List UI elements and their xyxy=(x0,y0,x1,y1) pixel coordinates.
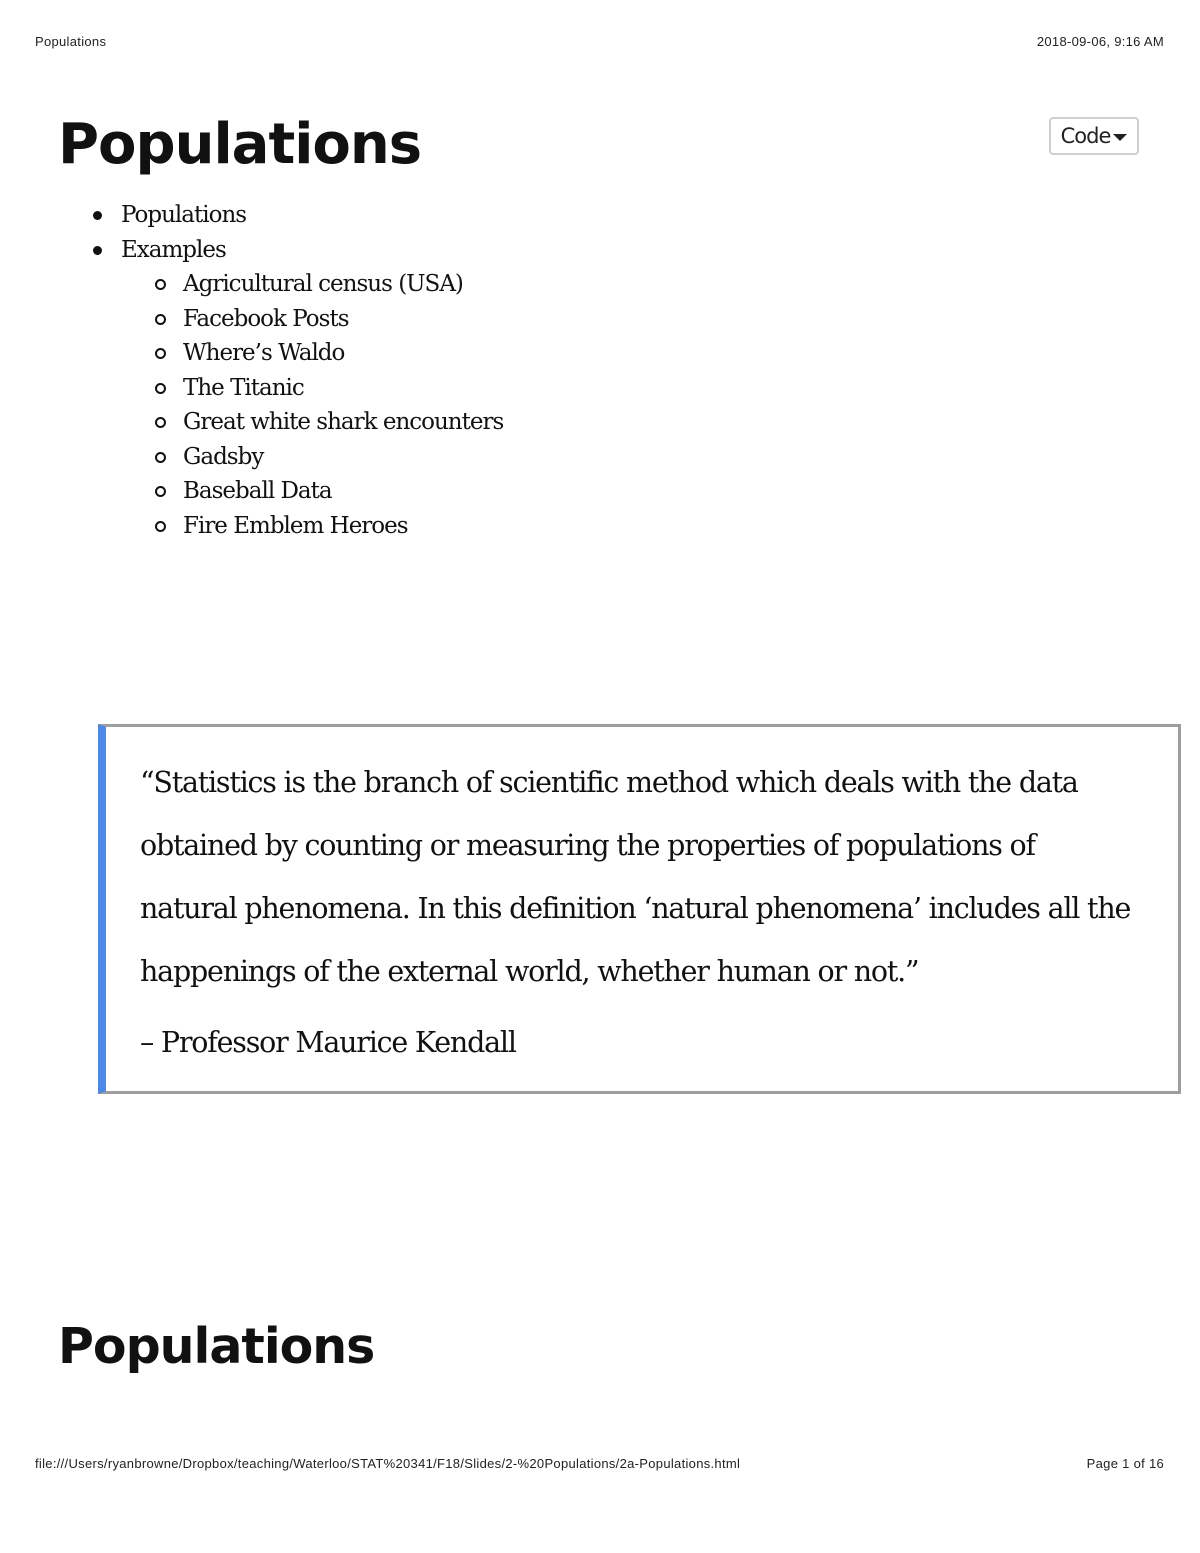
toc-item-label: Examples xyxy=(121,236,226,263)
circle-bullet-icon xyxy=(155,348,166,359)
quote-attribution: – Professor Maurice Kendall xyxy=(140,1025,516,1059)
toc-subitem-label: Gadsby xyxy=(183,443,264,470)
kendall-quote-block xyxy=(98,724,1181,1094)
toc-subitem-titanic[interactable] xyxy=(152,371,503,406)
circle-bullet-icon xyxy=(155,521,166,532)
toc-subitem-label: The Titanic xyxy=(183,374,304,401)
examples-sublist xyxy=(152,267,503,543)
toc-item-populations[interactable] xyxy=(90,198,503,233)
bullet-icon xyxy=(93,211,102,220)
toc-subitem-label: Fire Emblem Heroes xyxy=(183,512,408,539)
print-footer-page-indicator: Page 1 of 16 xyxy=(1086,1456,1164,1471)
toc-subitem-label: Facebook Posts xyxy=(183,305,349,332)
print-footer-url: file:///Users/ryanbrowne/Dropbox/teaching/Waterloo/STAT%20341/F18/Slides/2-%20Populations/2a-Populations.html xyxy=(35,1456,741,1471)
toc-subitem-wheres-waldo[interactable] xyxy=(152,336,503,371)
toc-subitem-label: Great white shark encounters xyxy=(183,409,504,435)
toc-subitem-label: Baseball Data xyxy=(183,478,332,504)
toc-subitem-agricultural-census[interactable] xyxy=(152,267,503,302)
toc-subitem-label: Where’s Waldo xyxy=(183,340,345,366)
bullet-icon xyxy=(93,246,102,255)
circle-bullet-icon xyxy=(155,452,166,463)
toc-subitem-baseball-data[interactable] xyxy=(152,474,503,509)
toc-subitem-label: Agricultural census (USA) xyxy=(183,271,463,297)
table-of-contents xyxy=(90,198,503,543)
circle-bullet-icon xyxy=(155,314,166,325)
toc-item-examples[interactable] xyxy=(90,233,503,544)
toc-subitem-fire-emblem-heroes[interactable] xyxy=(152,509,503,544)
toc-subitem-shark-encounters[interactable] xyxy=(152,405,503,440)
print-header-title: Populations xyxy=(35,34,107,49)
caret-down-icon xyxy=(1113,134,1127,141)
page-title: Populations xyxy=(58,112,422,177)
print-header-datetime: 2018-09-06, 9:16 AM xyxy=(1036,34,1164,49)
circle-bullet-icon xyxy=(155,383,166,394)
toc-subitem-facebook-posts[interactable] xyxy=(152,302,503,337)
section-title: Populations xyxy=(58,1318,375,1375)
code-dropdown-button[interactable] xyxy=(1049,117,1139,155)
quote-text: “Statistics is the branch of scientific method which deals with the data obtained by counting or measuring the properties of populations of natural phenomena. In this definition ‘natural phenomena’ includes all the happenings of the external world, whether human or not.” xyxy=(140,765,1131,988)
circle-bullet-icon xyxy=(155,279,166,290)
circle-bullet-icon xyxy=(155,486,166,497)
code-button-label: Code xyxy=(1060,124,1111,148)
toc-item-label: Populations xyxy=(121,202,247,228)
toc-subitem-gadsby[interactable] xyxy=(152,440,503,475)
circle-bullet-icon xyxy=(155,417,166,428)
